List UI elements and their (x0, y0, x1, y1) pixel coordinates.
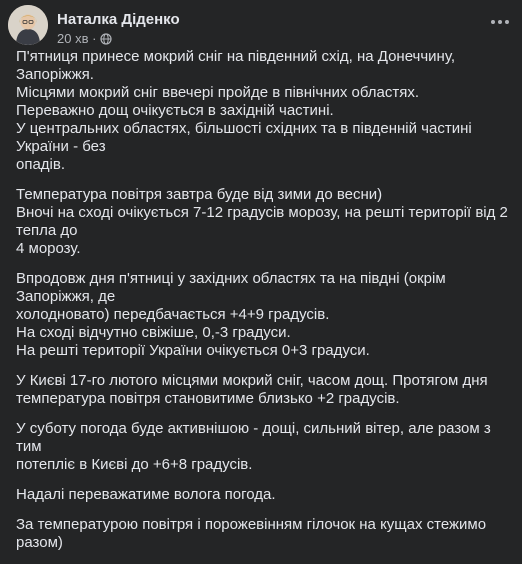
text-line: Місцями мокрий сніг ввечері пройде в північних областях. (16, 84, 420, 101)
paragraph-7 (16, 516, 512, 552)
paragraph-2 (16, 186, 512, 258)
text-line: температура повітря становитиме близько +2 градусів. (16, 390, 400, 407)
more-options-icon[interactable] (488, 13, 512, 31)
author-avatar[interactable] (8, 5, 48, 45)
post-timestamp[interactable]: 20 хв (57, 31, 89, 46)
text-line: Надалі переважатиме волога погода. (16, 486, 276, 503)
text-line: У суботу погода буде активнішою - дощі, сильний вітер, але разом з тим (16, 420, 491, 455)
paragraph-1 (16, 48, 512, 174)
paragraph-3 (16, 270, 512, 360)
text-line: П'ятниця принесе мокрий сніг на південний схід, на Донеччину, Запоріжжя. (16, 48, 456, 83)
author-name[interactable]: Наталка Діденко (57, 11, 180, 28)
globe-icon (100, 33, 112, 45)
text-line: Впродовж дня п'ятниці у західних областях та на півдні (окрім Запоріжжя, де (16, 270, 446, 305)
paragraph-5 (16, 420, 512, 474)
text-line: У центральних областях, більшості східних та в південній частині України - без (16, 120, 472, 155)
text-line: холодновато) передбачається +4+9 градусів. (16, 306, 330, 323)
text-line: Температура повітря завтра буде від зими до весни) (16, 186, 383, 203)
text-line: Переважно дощ очікується в західній частині. (16, 102, 334, 119)
text-line: потепліє в Києві до +6+8 градусів. (16, 456, 253, 473)
post-header (8, 5, 514, 45)
paragraph-6 (16, 486, 512, 504)
post-meta: 20 хв · (57, 31, 112, 46)
text-line: 4 морозу. (16, 240, 81, 257)
paragraph-4 (16, 372, 512, 408)
text-line: Вночі на сході очікується 7-12 градусів морозу, на решті території від 2 тепла до (16, 204, 508, 239)
text-line: За температурою повітря і порожевінням гілочок на кущах стежимо разом) (16, 516, 487, 551)
post-body (16, 48, 512, 564)
text-line: У Києві 17-го лютого місцями мокрий сніг, часом дощ. Протягом дня (16, 372, 488, 389)
text-line: На сході відчутно свіжіше, 0,-3 градуси. (16, 324, 291, 341)
text-line: На решті території України очікується 0+3 градуси. (16, 342, 370, 359)
text-line: опадів. (16, 156, 66, 173)
